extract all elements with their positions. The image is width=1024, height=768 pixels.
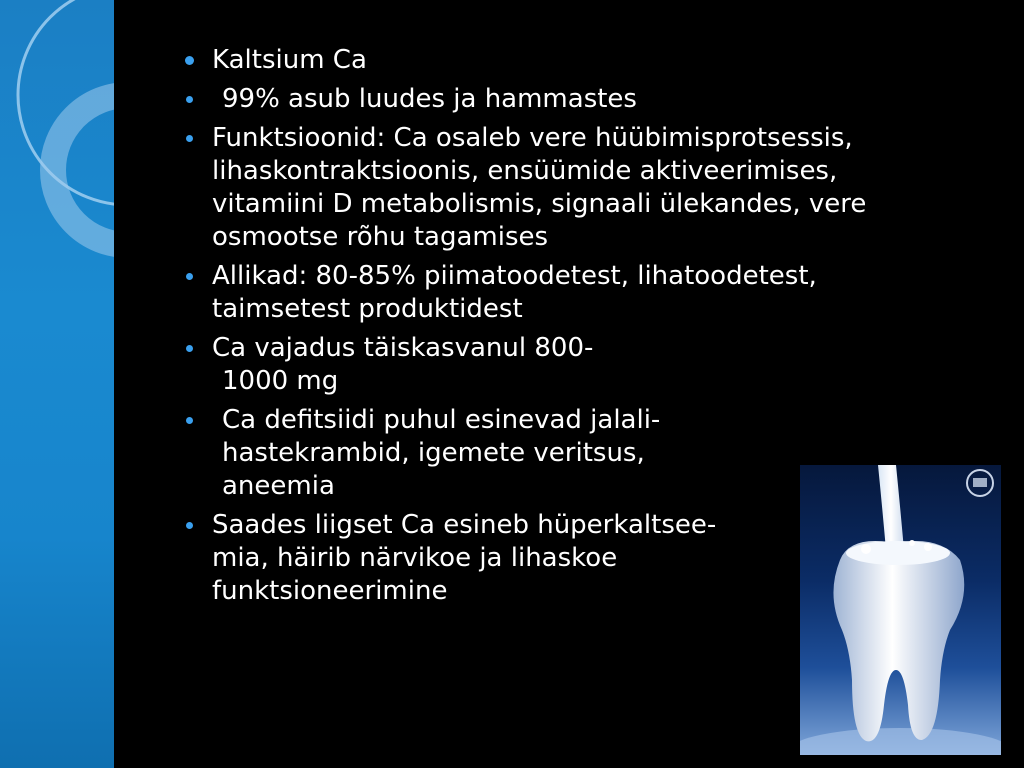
bullet-text: taimsetest produktidest	[212, 294, 523, 324]
bullet-item-requirement	[186, 332, 956, 398]
bullet-dot	[186, 135, 193, 142]
bullet-dot	[186, 96, 193, 103]
bullet-text: Kaltsium Ca	[212, 45, 367, 75]
tooth-illustration	[800, 465, 1001, 755]
decorative-side-panel	[0, 0, 114, 768]
bullet-item-bones	[186, 83, 956, 116]
bullet-dot	[186, 522, 193, 529]
bullet-text: Ca defitsiidi puhul esinevad jalali-	[222, 405, 661, 435]
bullet-dot	[186, 345, 193, 352]
milk-tooth-image	[800, 465, 1001, 755]
bullet-text: Saades liigset Ca esineb hüperkaltsee-	[212, 510, 717, 540]
bullet-text: lihaskontraktsioonis, ensüümide aktiveerimises,	[212, 156, 838, 186]
bullet-item-functions	[186, 122, 956, 254]
bullet-text: hastekrambid, igemete veritsus,	[222, 438, 645, 468]
bullet-text: mia, häirib närvikoe ja lihaskoe	[212, 543, 618, 573]
bullet-text: vitamiini D metabolismis, signaali ülekandes, vere	[212, 189, 867, 219]
bullet-text: Funktsioonid: Ca osaleb vere hüübimisprotsessis,	[212, 123, 853, 153]
bullet-dot	[185, 56, 194, 65]
bullet-dot	[186, 273, 193, 280]
decorative-circles	[0, 0, 114, 768]
bullet-dot	[186, 417, 193, 424]
bullet-text: 99% asub luudes ja hammastes	[222, 84, 637, 114]
bullet-text: osmootse rõhu tagamises	[212, 222, 549, 252]
bullet-text: 1000 mg	[222, 366, 339, 396]
bullet-text: aneemia	[222, 471, 335, 501]
bullet-item-sources	[186, 260, 956, 326]
bullet-item-calcium	[186, 44, 956, 77]
bullet-text: funktsioneerimine	[212, 576, 448, 606]
bullet-text: Allikad: 80-85% piimatoodetest, lihatoodetest,	[212, 261, 817, 291]
bullet-text: Ca vajadus täiskasvanul 800-	[212, 333, 594, 363]
